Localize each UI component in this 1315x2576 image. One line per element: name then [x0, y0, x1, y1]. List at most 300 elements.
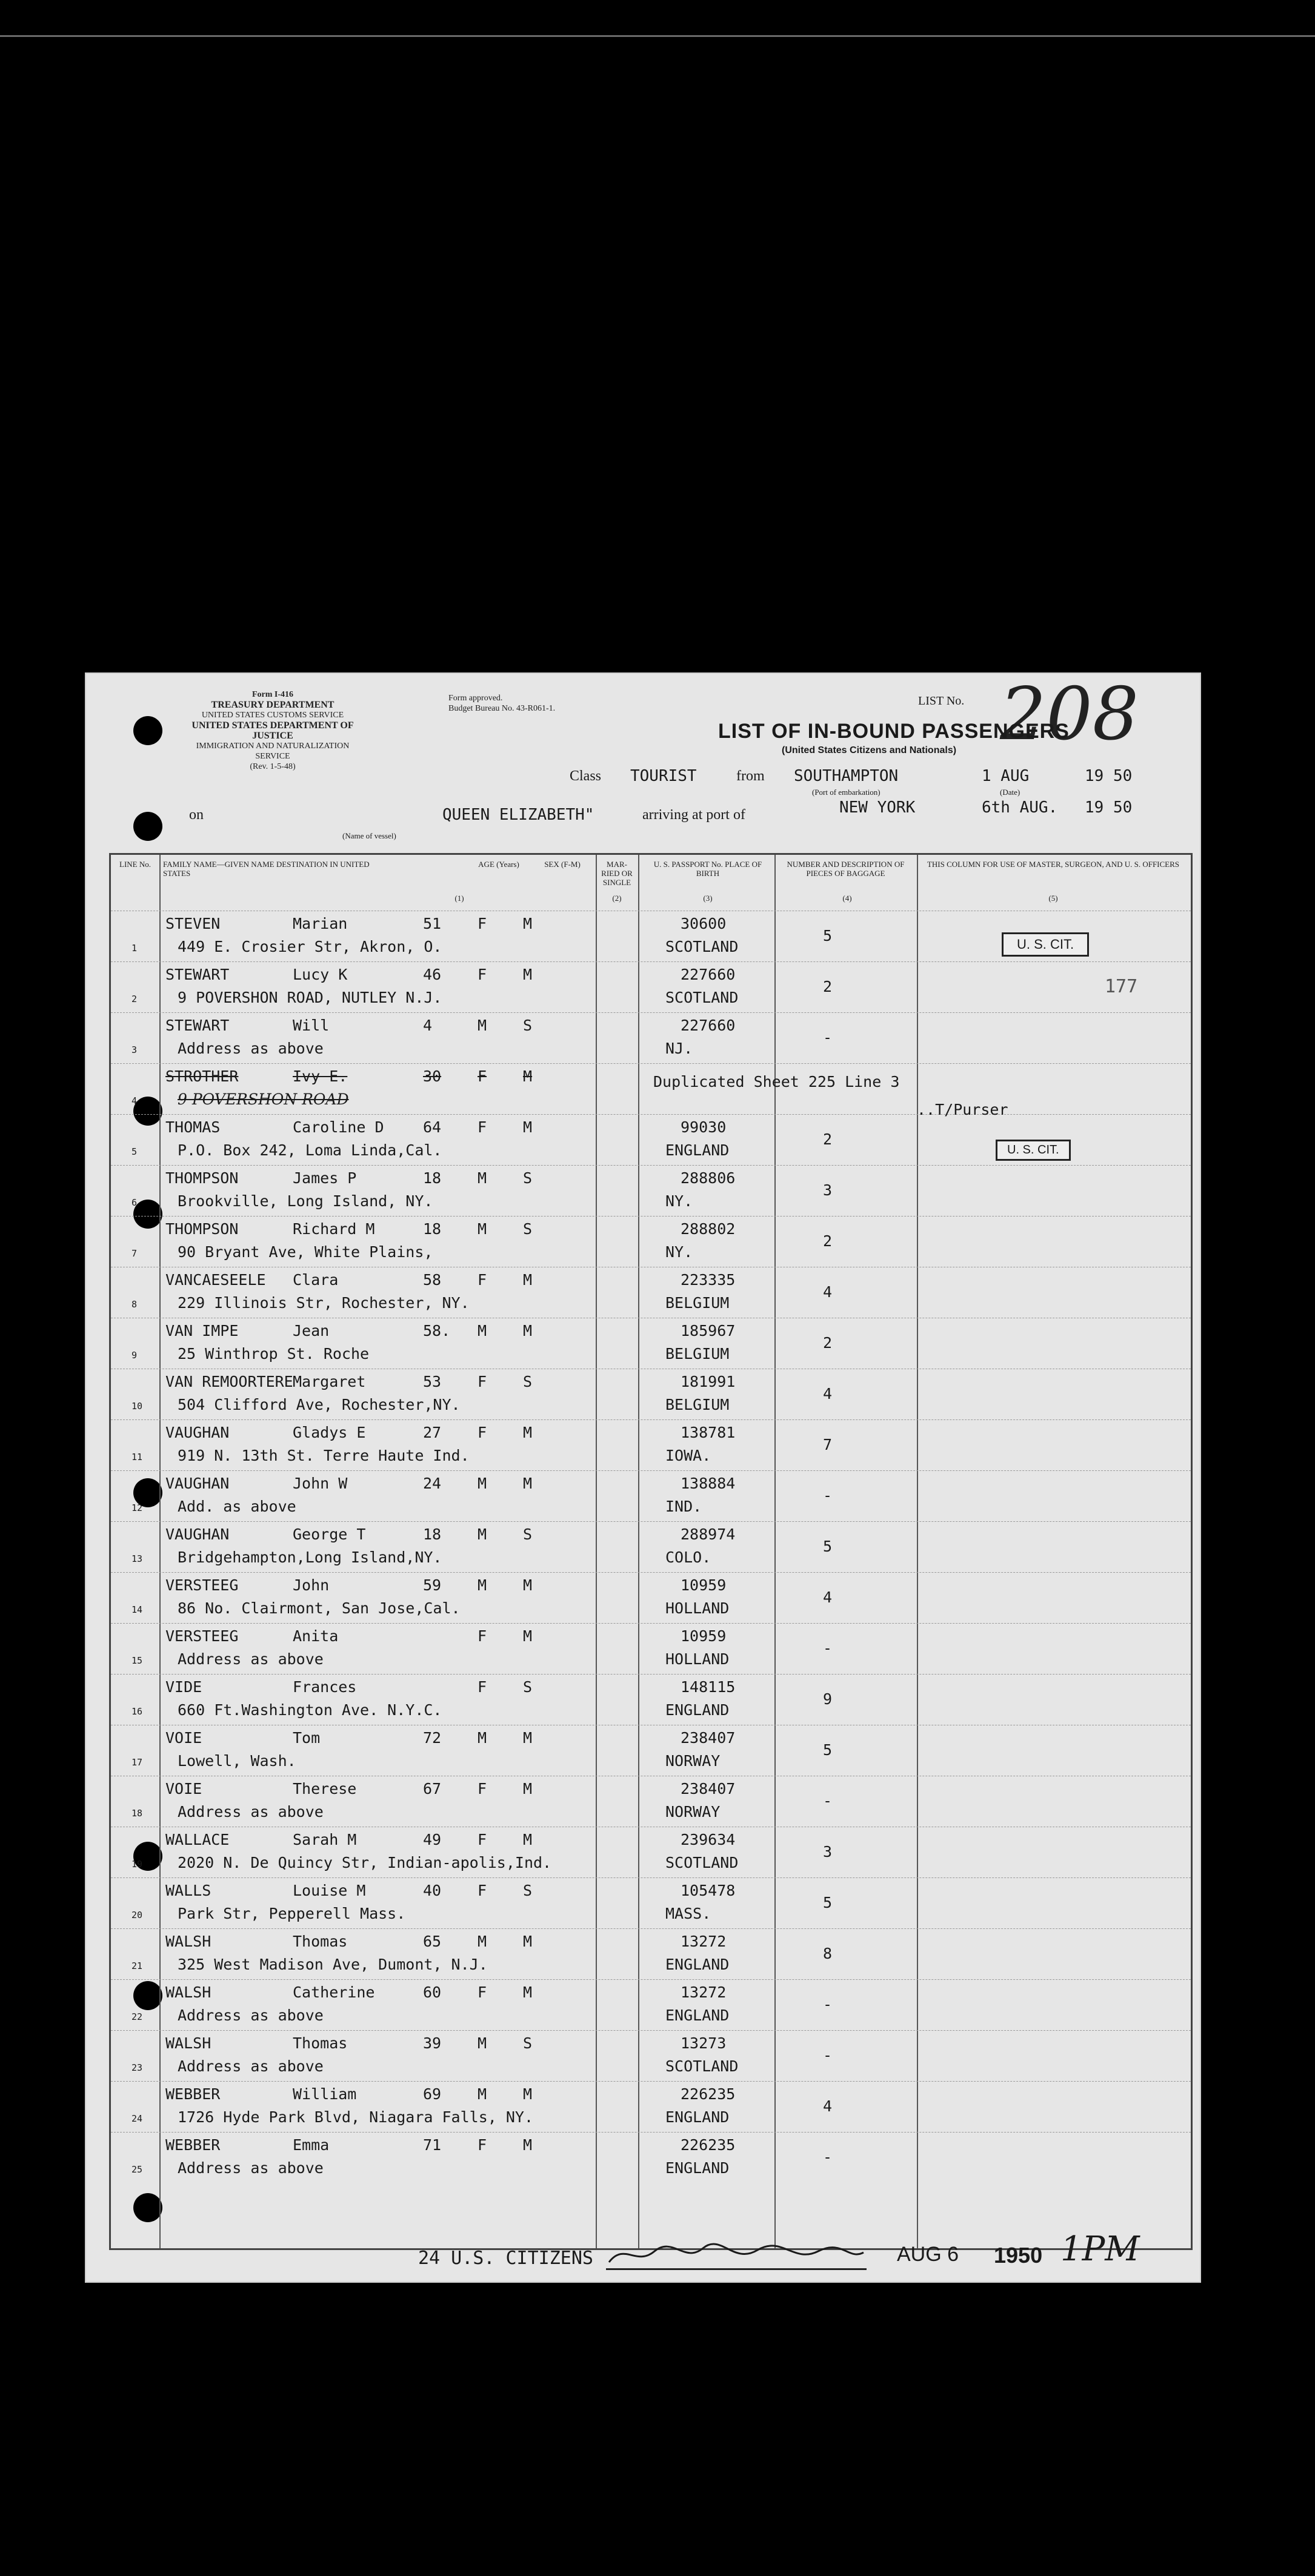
on-label: on [189, 807, 204, 823]
family-name: WALSH [165, 2034, 211, 2052]
family-name: THOMPSON [165, 1220, 239, 1238]
table-row [111, 1979, 1191, 2031]
baggage-count: 4 [823, 2097, 833, 2115]
age: 58 [423, 1271, 442, 1289]
sex: M [478, 1933, 487, 1950]
line-number: 12 [132, 1502, 143, 1513]
treasury-dept: TREASURY DEPARTMENT [211, 700, 335, 710]
family-name: WALLACE [165, 1831, 230, 1848]
sex: M [478, 1475, 487, 1492]
family-name: VAUGHAN [165, 1475, 230, 1492]
passport-number: 288806 [681, 1169, 736, 1187]
line-number: 4 [132, 1095, 138, 1106]
place-of-birth: HOLLAND [665, 1599, 730, 1617]
line-number: 24 [132, 2113, 143, 2124]
col-header-age: AGE (Years) [478, 860, 519, 869]
place-of-birth: BELGIUM [665, 1345, 730, 1363]
table-row [111, 1827, 1191, 1878]
given-name: Thomas [293, 2034, 348, 2052]
baggage-count: 2 [823, 1130, 833, 1148]
baggage-count: 2 [823, 1232, 833, 1250]
form-approved: Form approved. [448, 694, 503, 703]
destination-address: 9 POVERSHON ROAD [178, 1090, 349, 1108]
given-name: Margaret [293, 1373, 366, 1390]
place-of-birth: BELGIUM [665, 1396, 730, 1413]
page-title: LIST OF IN-BOUND PASSENGERS [718, 720, 1070, 743]
embark-date: 1 AUG [982, 767, 1030, 785]
baggage-count: 4 [823, 1283, 833, 1301]
marital-status: S [523, 1373, 533, 1390]
col-header-baggage: NUMBER AND DESCRIPTION OF PIECES OF BAGGAGE [787, 860, 905, 878]
table-row [111, 1063, 1191, 1115]
baggage-count: 2 [823, 1334, 833, 1352]
table-row [111, 1572, 1191, 1624]
destination-address: Address as above [178, 1040, 324, 1057]
place-of-birth: ENGLAND [665, 1956, 730, 1973]
family-name: VERSTEEG [165, 1627, 239, 1645]
duplicated-note: Duplicated Sheet 225 Line 3 [653, 1073, 900, 1090]
given-name: Catherine [293, 1983, 375, 2001]
family-name: STEWART [165, 1017, 230, 1034]
destination-address: 449 E. Crosier Str, Akron, O. [178, 938, 442, 955]
given-name: Gladys E [293, 1424, 366, 1441]
inspector-signature [606, 2239, 867, 2270]
sex: F [478, 1983, 487, 2001]
line-number: 13 [132, 1553, 143, 1564]
passport-number: 99030 [681, 1118, 727, 1136]
table-row [111, 1012, 1191, 1064]
sex: M [478, 1525, 487, 1543]
marital-status: S [523, 1169, 533, 1187]
place-of-birth: HOLLAND [665, 1650, 730, 1668]
col-number-4: (4) [842, 894, 852, 903]
baggage-count: - [823, 1029, 833, 1046]
sex: F [478, 1780, 487, 1798]
form-number: Form I-416 [251, 690, 294, 699]
baggage-count: 5 [823, 1538, 833, 1555]
passport-number: 288974 [681, 1525, 736, 1543]
passport-number: 30600 [681, 915, 727, 932]
destination-address: Park Str, Pepperell Mass. [178, 1905, 406, 1922]
form-agency-block [182, 689, 364, 772]
given-name: Tom [293, 1729, 321, 1747]
sex: F [478, 1678, 487, 1696]
table-row [111, 1165, 1191, 1217]
place-of-birth: ENGLAND [665, 2159, 730, 2177]
vessel-note: (Name of vessel) [342, 831, 396, 840]
baggage-count: 5 [823, 1741, 833, 1759]
family-name: VIDE [165, 1678, 202, 1696]
table-row [111, 1267, 1191, 1318]
line-number: 10 [132, 1401, 143, 1412]
embark-port-note: (Port of embarkation) [812, 788, 881, 797]
family-name: STROTHER [165, 1067, 239, 1085]
punch-hole [133, 716, 162, 745]
sex: F [478, 1627, 487, 1645]
line-number: 23 [132, 2062, 143, 2073]
family-name: VOIE [165, 1780, 202, 1798]
table-row [111, 1470, 1191, 1522]
given-name: Jean [293, 1322, 330, 1339]
col-header-officers: THIS COLUMN FOR USE OF MASTER, SURGEON, AND U. S. OFFICERS [927, 860, 1180, 869]
arrival-stamp-year: 1950 [994, 2243, 1043, 2268]
line-number: 17 [132, 1757, 143, 1768]
marital-status: M [523, 1576, 533, 1594]
marital-status: M [523, 1067, 533, 1085]
family-name: WALLS [165, 1882, 211, 1899]
passport-number: 238407 [681, 1729, 736, 1747]
baggage-count: 7 [823, 1436, 833, 1453]
destination-address: 2020 N. De Quincy Str, Indian-apolis,Ind. [178, 1854, 552, 1871]
citizen-count: 24 U.S. CITIZENS [418, 2248, 593, 2269]
passport-number: 105478 [681, 1882, 736, 1899]
place-of-birth: SCOTLAND [665, 938, 739, 955]
passport-number: 10959 [681, 1576, 727, 1594]
marital-status: S [523, 1017, 533, 1034]
line-number: 6 [132, 1197, 138, 1208]
sex: M [478, 1017, 487, 1034]
age: 72 [423, 1729, 442, 1747]
arrival-year: 19 50 [1085, 798, 1133, 817]
line-number: 1 [132, 943, 138, 954]
passport-number: 288802 [681, 1220, 736, 1238]
sex: M [478, 1322, 487, 1339]
place-of-birth: NY. [665, 1192, 693, 1210]
family-name: VAUGHAN [165, 1424, 230, 1441]
sex: M [478, 1729, 487, 1747]
sex: F [478, 1831, 487, 1848]
baggage-count: 3 [823, 1181, 833, 1199]
baggage-count: 8 [823, 1945, 833, 1962]
line-number: 5 [132, 1146, 138, 1157]
family-name: VOIE [165, 1729, 202, 1747]
marital-status: M [523, 1831, 533, 1848]
baggage-count: - [823, 1996, 833, 2013]
sex: F [478, 2136, 487, 2154]
sex: F [478, 966, 487, 983]
age: 59 [423, 1576, 442, 1594]
destination-address: Address as above [178, 2057, 324, 2075]
passenger-table [109, 853, 1193, 2250]
place-of-birth: ENGLAND [665, 2007, 730, 2024]
marital-status: M [523, 966, 533, 983]
arriving-label: arriving at port of [642, 807, 745, 823]
sex: F [478, 915, 487, 932]
line-number: 7 [132, 1248, 138, 1259]
sex: F [478, 1882, 487, 1899]
passport-number: 239634 [681, 1831, 736, 1848]
family-name: STEWART [165, 966, 230, 983]
col-header-married: MAR-RIED OR SINGLE [601, 860, 633, 887]
table-row [111, 1369, 1191, 1420]
place-of-birth: ENGLAND [665, 1141, 730, 1159]
budget-block [448, 693, 555, 714]
sex: M [478, 1220, 487, 1238]
passport-number: 10959 [681, 1627, 727, 1645]
destination-address: Lowell, Wash. [178, 1752, 296, 1770]
place-of-birth: IOWA. [665, 1447, 711, 1464]
embark-date-note: (Date) [1000, 788, 1020, 797]
age: 4 [423, 1017, 433, 1034]
table-row [111, 1776, 1191, 1827]
list-no-label: LIST No. [918, 694, 965, 708]
embark-port: SOUTHAMPTON [794, 767, 899, 785]
baggage-count: - [823, 1792, 833, 1810]
baggage-count: 4 [823, 1588, 833, 1606]
age: 18 [423, 1169, 442, 1187]
age: 69 [423, 2085, 442, 2103]
baggage-count: - [823, 2047, 833, 2064]
marital-status: M [523, 1322, 533, 1339]
place-of-birth: MASS. [665, 1905, 711, 1922]
customs-service: UNITED STATES CUSTOMS SERVICE [201, 711, 344, 720]
sex: F [478, 1424, 487, 1441]
age: 18 [423, 1525, 442, 1543]
given-name: James P [293, 1169, 357, 1187]
baggage-count: 5 [823, 927, 833, 944]
line-number: 11 [132, 1452, 143, 1462]
col-header-passport: U. S. PASSPORT No. PLACE OF BIRTH [653, 860, 762, 878]
sex: F [478, 1271, 487, 1289]
class-label: Class [570, 768, 602, 784]
family-name: WEBBER [165, 2085, 221, 2103]
marital-status: M [523, 1983, 533, 2001]
passport-number: 238407 [681, 1780, 736, 1798]
destination-address: Address as above [178, 2007, 324, 2024]
us-citizen-stamp: U. S. CIT. [1002, 932, 1089, 957]
line-number: 3 [132, 1044, 138, 1055]
arrival-port: NEW YORK [839, 798, 916, 817]
destination-address: 9 POVERSHON ROAD, NUTLEY N.J. [178, 989, 442, 1006]
marital-status: M [523, 1475, 533, 1492]
scan-top-line [0, 35, 1315, 37]
table-row [111, 1521, 1191, 1573]
table-row [111, 1725, 1191, 1776]
marital-status: M [523, 1271, 533, 1289]
passport-number: 13273 [681, 2034, 727, 2052]
table-row [111, 1623, 1191, 1675]
marital-status: M [523, 1118, 533, 1136]
class-value: TOURIST [630, 767, 697, 785]
age: 39 [423, 2034, 442, 2052]
given-name: Marian [293, 915, 348, 932]
place-of-birth: NORWAY [665, 1803, 721, 1821]
age: 30 [423, 1067, 442, 1085]
arrival-date: 6th AUG. [982, 798, 1058, 817]
given-name: Frances [293, 1678, 357, 1696]
passport-number: 138884 [681, 1475, 736, 1492]
marital-status: M [523, 1933, 533, 1950]
given-name: Sarah M [293, 1831, 357, 1848]
age: 51 [423, 915, 442, 932]
place-of-birth: SCOTLAND [665, 2057, 739, 2075]
table-row [111, 1674, 1191, 1725]
col-number-1: (1) [454, 894, 464, 903]
col-header-sex: SEX (F-M) [544, 860, 581, 869]
family-name: VERSTEEG [165, 1576, 239, 1594]
ins-service: IMMIGRATION AND NATURALIZATION SERVICE [196, 742, 350, 761]
family-name: VAN IMPE [165, 1322, 239, 1339]
family-name: VANCAESEELE [165, 1271, 266, 1289]
arrival-stamp-date: AUG 6 [897, 2243, 959, 2266]
marital-status: S [523, 1525, 533, 1543]
budget-bureau: Budget Bureau No. 43-R061-1. [448, 704, 556, 713]
marital-status: S [523, 1220, 533, 1238]
destination-address: 504 Clifford Ave, Rochester,NY. [178, 1396, 461, 1413]
place-of-birth: ENGLAND [665, 1701, 730, 1719]
place-of-birth: NY. [665, 1243, 693, 1261]
passport-number: 13272 [681, 1933, 727, 1950]
baggage-count: 3 [823, 1843, 833, 1861]
family-name: VAN REMOORTERE [165, 1373, 293, 1390]
marital-status: S [523, 1882, 533, 1899]
age: 58. [423, 1322, 451, 1339]
line-number: 19 [132, 1859, 143, 1870]
sex: F [478, 1373, 487, 1390]
family-name: THOMPSON [165, 1169, 239, 1187]
sex: F [478, 1067, 487, 1085]
signature-scrawl [606, 2239, 867, 2269]
marital-status: S [523, 2034, 533, 2052]
given-name: Lucy K [293, 966, 348, 983]
line-number: 8 [132, 1299, 138, 1310]
punch-hole [133, 812, 162, 841]
age: 71 [423, 2136, 442, 2154]
marital-status: S [523, 1678, 533, 1696]
table-row [111, 1419, 1191, 1471]
marital-status: M [523, 915, 533, 932]
sex: M [478, 2085, 487, 2103]
table-row [111, 1216, 1191, 1267]
age: 49 [423, 1831, 442, 1848]
age: 27 [423, 1424, 442, 1441]
table-row [111, 1928, 1191, 1980]
place-of-birth: ENGLAND [665, 2108, 730, 2126]
age: 67 [423, 1780, 442, 1798]
col-number-5: (5) [1048, 894, 1058, 903]
place-of-birth: SCOTLAND [665, 989, 739, 1006]
given-name: George T [293, 1525, 366, 1543]
sex: M [478, 1576, 487, 1594]
given-name: William [293, 2085, 357, 2103]
page-subtitle: (United States Citizens and Nationals) [782, 745, 957, 755]
place-of-birth: NJ. [665, 1040, 693, 1057]
line-number: 14 [132, 1604, 143, 1615]
destination-address: Add. as above [178, 1498, 296, 1515]
line-number: 2 [132, 994, 138, 1004]
marital-status: M [523, 2085, 533, 2103]
side-number: 177 [1105, 976, 1138, 997]
from-label: from [736, 768, 765, 784]
us-citizen-stamp: U. S. CIT. [996, 1140, 1071, 1161]
baggage-count: - [823, 1639, 833, 1657]
destination-address: 660 Ft.Washington Ave. N.Y.C. [178, 1701, 442, 1719]
given-name: Richard M [293, 1220, 375, 1238]
place-of-birth: IND. [665, 1498, 702, 1515]
col-number-2: (2) [612, 894, 622, 903]
table-row [111, 1877, 1191, 1929]
line-number: 25 [132, 2164, 143, 2175]
given-name: Emma [293, 2136, 330, 2154]
family-name: WALSH [165, 1933, 211, 1950]
sex: F [478, 1118, 487, 1136]
embark-year: 19 50 [1085, 767, 1133, 785]
line-number: 15 [132, 1655, 143, 1666]
passport-number: 227660 [681, 966, 736, 983]
list-number: 208 [1000, 672, 1139, 757]
baggage-count: - [823, 2148, 833, 2166]
purser-note: ..T/Purser [917, 1101, 1008, 1118]
table-row [111, 961, 1191, 1013]
given-name: John [293, 1576, 330, 1594]
destination-address: Address as above [178, 2159, 324, 2177]
baggage-count: - [823, 1487, 833, 1504]
baggage-count: 5 [823, 1894, 833, 1911]
destination-address: 90 Bryant Ave, White Plains, [178, 1243, 433, 1261]
age: 65 [423, 1933, 442, 1950]
passport-number: 226235 [681, 2136, 736, 2154]
family-name: THOMAS [165, 1118, 221, 1136]
col-number-3: (3) [703, 894, 713, 903]
baggage-count: 4 [823, 1385, 833, 1403]
place-of-birth: NORWAY [665, 1752, 721, 1770]
table-row [111, 1318, 1191, 1369]
place-of-birth: COLO. [665, 1549, 711, 1566]
line-number: 22 [132, 2011, 143, 2022]
age: 53 [423, 1373, 442, 1390]
passport-number: 13272 [681, 1983, 727, 2001]
given-name: Clara [293, 1271, 339, 1289]
table-row [111, 2030, 1191, 2082]
time-note: 1PM [1060, 2229, 1140, 2269]
age: 46 [423, 966, 442, 983]
destination-address: 86 No. Clairmont, San Jose,Cal. [178, 1599, 461, 1617]
baggage-count: 9 [823, 1690, 833, 1708]
given-name: John W [293, 1475, 348, 1492]
age: 64 [423, 1118, 442, 1136]
destination-address: 919 N. 13th St. Terre Haute Ind. [178, 1447, 470, 1464]
passport-number: 138781 [681, 1424, 736, 1441]
sex: M [478, 2034, 487, 2052]
marital-status: M [523, 1780, 533, 1798]
age: 60 [423, 1983, 442, 2001]
family-name: STEVEN [165, 915, 221, 932]
place-of-birth: BELGIUM [665, 1294, 730, 1312]
line-number: 20 [132, 1910, 143, 1920]
passport-number: 181991 [681, 1373, 736, 1390]
destination-address: Address as above [178, 1803, 324, 1821]
given-name: Anita [293, 1627, 339, 1645]
table-row [111, 2081, 1191, 2133]
passport-number: 223335 [681, 1271, 736, 1289]
line-number: 16 [132, 1706, 143, 1717]
destination-address: 229 Illinois Str, Rochester, NY. [178, 1294, 470, 1312]
col-header-line: LINE No. [119, 860, 151, 869]
destination-address: P.O. Box 242, Loma Linda,Cal. [178, 1141, 442, 1159]
age: 40 [423, 1882, 442, 1899]
vessel-name: QUEEN ELIZABETH" [442, 806, 594, 824]
given-name: Will [293, 1017, 330, 1034]
form-revision: (Rev. 1-5-48) [250, 762, 296, 771]
marital-status: M [523, 2136, 533, 2154]
line-number: 21 [132, 1960, 143, 1971]
passport-number: 227660 [681, 1017, 736, 1034]
destination-address: 1726 Hyde Park Blvd, Niagara Falls, NY. [178, 2108, 533, 2126]
age: 18 [423, 1220, 442, 1238]
marital-status: M [523, 1627, 533, 1645]
given-name: Louise M [293, 1882, 366, 1899]
sex: M [478, 1169, 487, 1187]
